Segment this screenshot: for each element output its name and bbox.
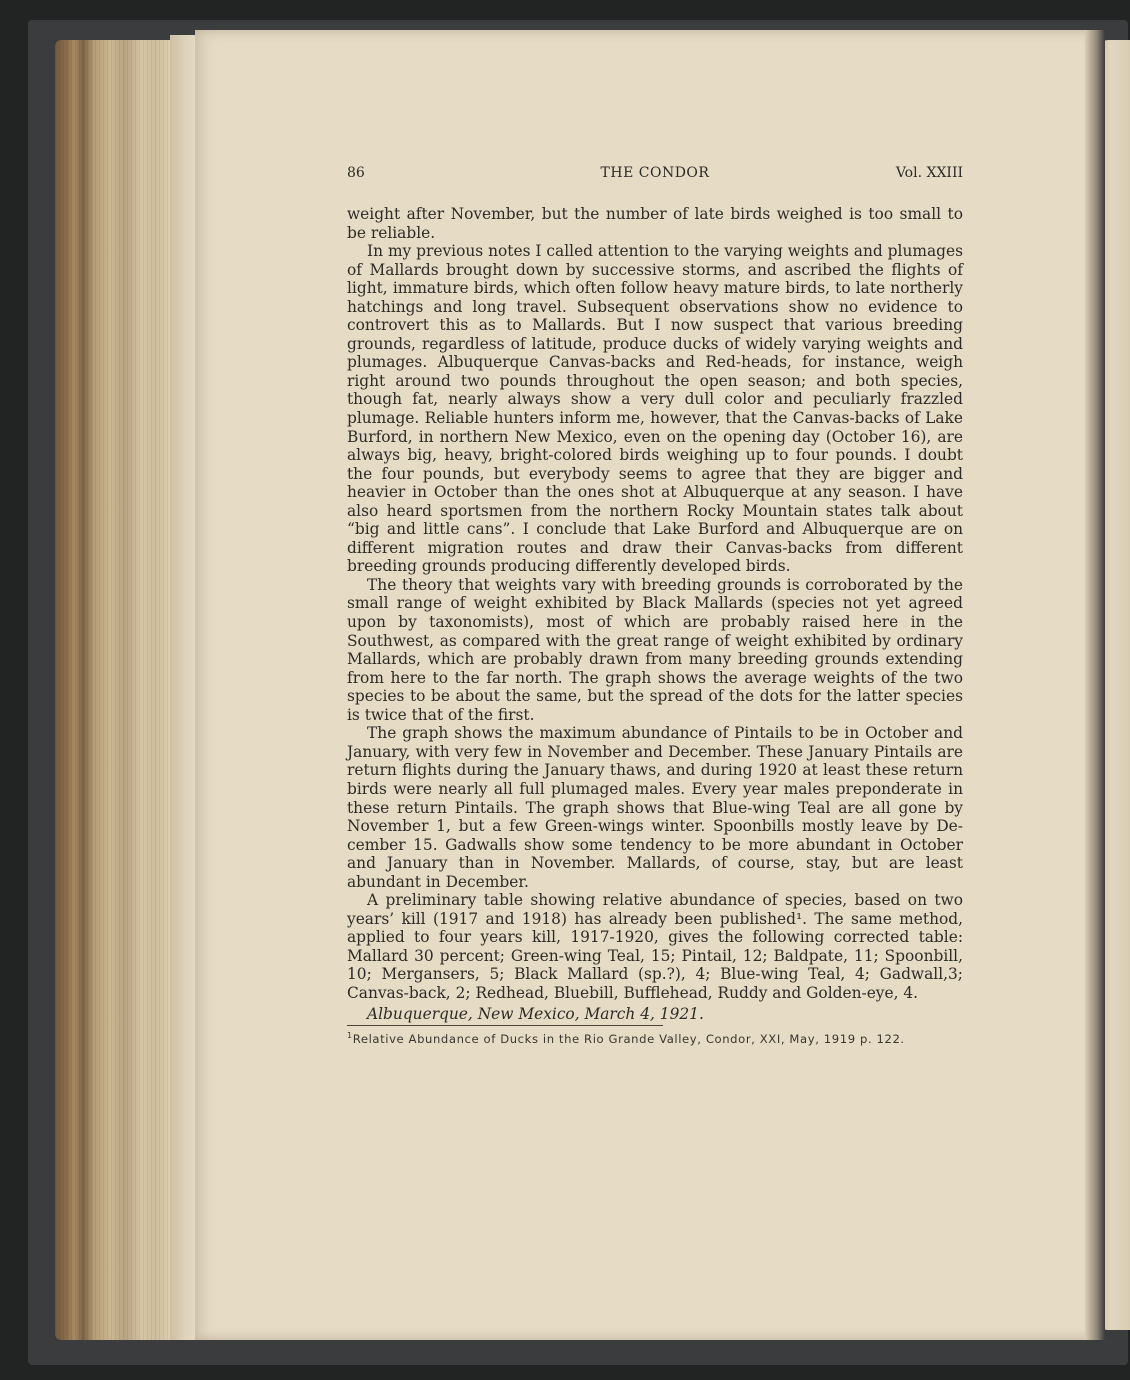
paragraph-5: A preliminary table showing relative abundance of species, based on two years’ kill (1917 and 1918) has already been published¹. The same method, applied to four years kill, 1917-1920, gives the following corrected table: Mallard 30 percent; Green-wing Teal, 15; Pintail, 12; Baldpate, 11; Spoonbill, 10; Mergansers, 5; Black Mallard (sp.?), 4; Blue-wing Teal, 4; Gadwall,3; Canvas-back, 2; Redhead, Bluebill, Bufflehead, Ruddy and Golden-eye, 4.: [347, 891, 963, 1002]
footnote: [347, 1029, 963, 1046]
page-number: 86: [347, 165, 365, 181]
paragraph-1: weight after November, but the number of late birds weighed is too small to be reliable.: [347, 205, 963, 242]
footnote-marker: 1: [347, 1031, 353, 1040]
page-gutter-shadow: [1085, 30, 1105, 1340]
footnote-text: Relative Abundance of Ducks in the Rio Grande Valley, Condor, XXI, May, 1919 p. 122.: [352, 1031, 905, 1046]
footnote-rule: [347, 1025, 663, 1026]
volume-label: Vol. XXIII: [895, 165, 963, 181]
running-header: [347, 165, 963, 185]
dateline: Albuquerque, New Mexico, March 4, 1921.: [367, 1004, 704, 1023]
paragraph-3: The theory that weights vary with breeding grounds is corroborated by the small range of weight exhibited by Black Mallards (species not yet agreed upon by taxonomists), most of which are probably raised here in the Southwest, as compared with the great range of weight exhibited by ordinary Mallards, which are probably drawn from many breeding grounds extending from here to the far north. The graph shows the average weights of the two species to be about the same, but the spread of the dots for the latter species is twice that of the first.: [347, 575, 963, 724]
paragraph-2: In my previous notes I called attention to the varying weights and plumages of Mallards brought down by successive storms, and ascribed the flights of light, immature birds, which often follow heavy mature birds, to late northerly hatchings and long travel. Subsequent observations show no evidence to controvert this as to Mallards. But I now suspect that various breeding grounds, regardless of latitude, produce ducks of widely varying weights and plumages. Albuquerque Canvas-backs and Red-heads, for instance, weigh right around two pounds throughout the open season; and both species, though fat, nearly always show a very dull color and peculiarly frazzled plumage. Reliable hunters inform me, however, that the Canvas-backs of Lake Burford, in northern New Mexico, even on the opening day (October 16), are always big, heavy, bright-colored birds weighing up to four pounds. I doubt the four pounds, but everybody seems to agree that they are bigger and heavier in October than the ones shot at Albuquerque at any season. I have also heard sportsmen from the northern Rocky Mountain states talk about “big and little cans”. I conclude that Lake Burford and Albuquerque are on different migration routes and draw their Canvas-backs from different breeding grounds producing differently developed birds.: [347, 242, 963, 576]
paragraph-4: The graph shows the maximum abundance of Pintails to be in October and January, with very few in November and December. These January Pintails are return flights during the January thaws, and during 1920 at least these return birds were nearly all full plumaged males. Every year males preponderate in these return Pintails. The graph shows that Blue-wing Teal are all gone by November 1, but a few Green-wings winter. Spoonbills mostly leave by December 15. Gadwalls show some tendency to be more abundant in October and January than in November. Mallards, of course, stay, but are least abundant in December.: [347, 724, 963, 891]
journal-title: THE CONDOR: [600, 165, 710, 181]
article-body: [347, 205, 963, 1023]
